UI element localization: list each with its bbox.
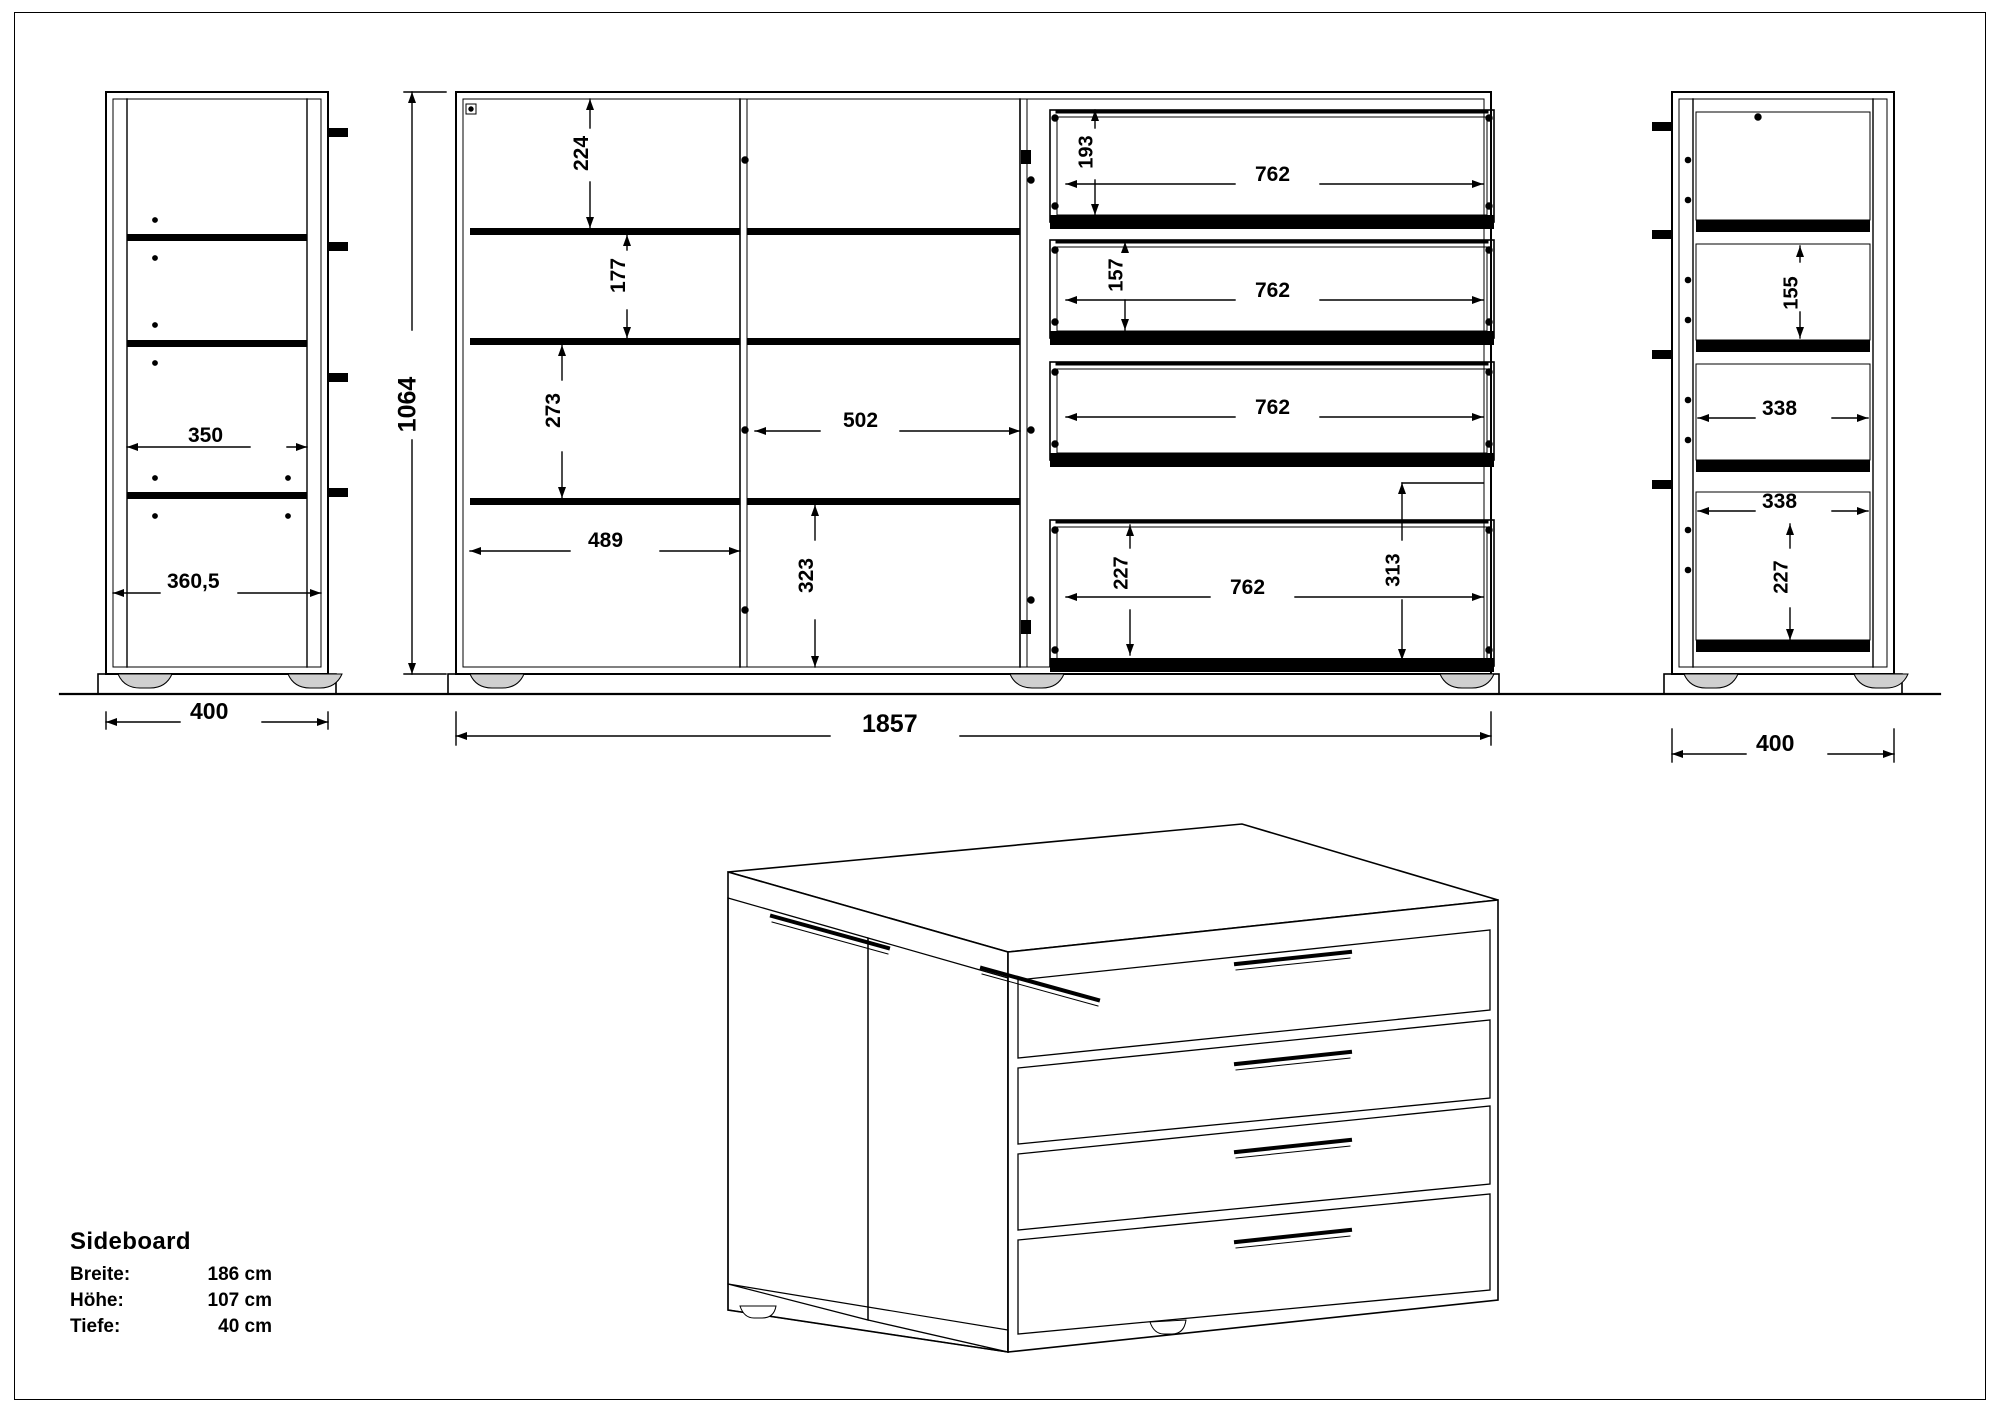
dim-drawer1-height: 193 [1075,135,1098,169]
legend-row-width [70,1262,272,1288]
legend-value-depth: 40 cm [218,1315,272,1337]
dim-drawer-stack-height: 313 [1382,553,1405,587]
legend-value-width: 186 cm [207,1264,272,1285]
dim-right-drawer2-height: 227 [1770,560,1793,594]
dim-total-width: 1857 [862,710,918,738]
legend-row-height [70,1288,272,1314]
dim-left-depth: 400 [190,698,229,724]
dim-right-drawer1-height: 155 [1780,276,1803,310]
legend-row-depth [70,1314,272,1340]
legend-block [70,1228,272,1339]
legend-title: Sideboard [70,1228,191,1255]
dim-comp2-width: 502 [843,409,879,432]
dim-right-depth: 400 [1756,730,1795,756]
dim-comp1-h1: 224 [570,135,594,172]
legend-label-depth: Tiefe: [70,1315,121,1337]
legend-label-width: Breite: [70,1264,131,1285]
legend-value-height: 107 cm [207,1289,272,1311]
dim-comp1-h2: 177 [607,257,631,294]
dim-right-drawer-width-1: 338 [1762,397,1798,420]
dim-comp1-h3: 273 [542,392,566,429]
dim-comp1-width: 489 [588,529,624,552]
dim-drawer2-width: 762 [1255,279,1291,302]
dim-drawer4-height: 227 [1110,556,1133,590]
dim-drawer4-width: 762 [1230,576,1266,599]
dim-drawer1-width: 762 [1255,163,1291,186]
dim-total-height: 1064 [393,376,422,433]
legend-label-height: Höhe: [70,1289,124,1311]
dim-left-shelf-width: 350 [188,424,224,447]
dim-comp2-height: 323 [795,557,819,594]
dim-left-outer-width: 360,5 [167,570,220,593]
dim-right-drawer-width-2: 338 [1762,490,1798,513]
dim-drawer3-width: 762 [1255,396,1291,419]
dim-drawer2-height: 157 [1105,258,1128,292]
